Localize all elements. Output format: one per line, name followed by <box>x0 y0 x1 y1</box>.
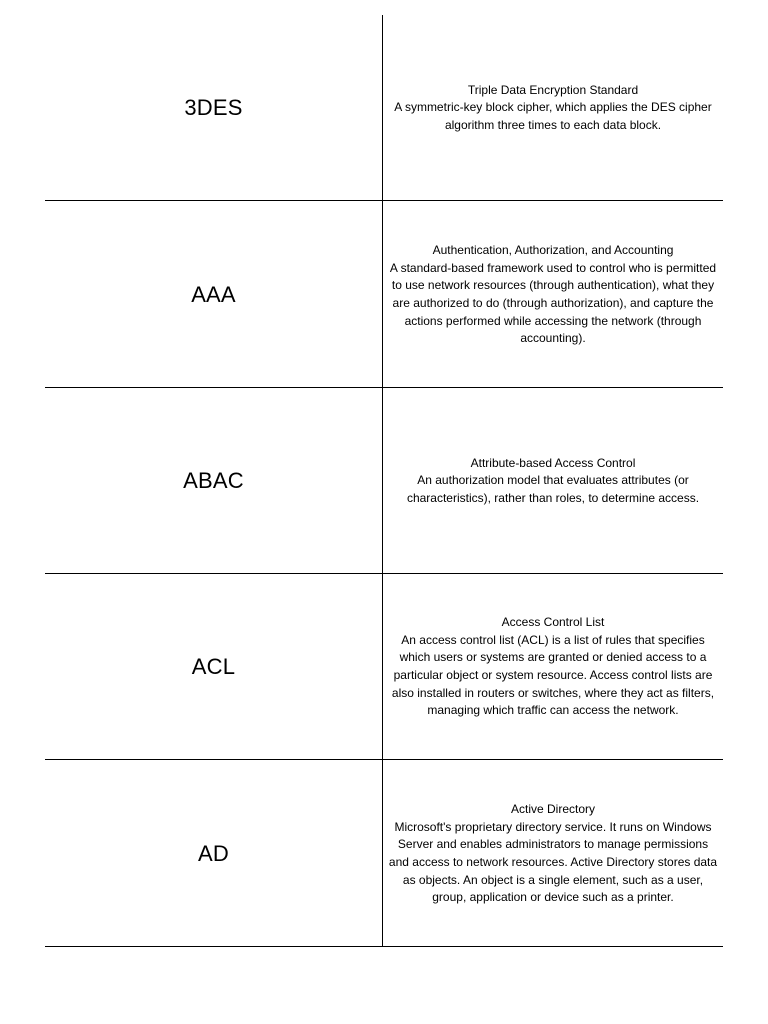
term-cell <box>45 761 382 947</box>
definition-text: Microsoft's proprietary directory service. It runs on Windows Server and enables administrators to manage permissions and access to network resources. Active Directory stores data as objects. An object is a single element, such as a user, group, application or device such as a printer. <box>388 819 718 905</box>
term-label: 3DES <box>184 95 243 120</box>
flashcard-row <box>45 761 723 947</box>
flashcard-row <box>45 15 723 201</box>
definition-title: Active Directory <box>510 802 596 817</box>
flashcard-row <box>45 388 723 574</box>
term-cell <box>45 15 382 201</box>
definition-text: A symmetric-key block cipher, which applies the DES cipher algorithm three times to each data block. <box>394 100 712 132</box>
definition-title: Attribute-based Access Control <box>470 455 636 470</box>
definition-cell <box>383 574 723 760</box>
definition-text: An access control list (ACL) is a list of rules that specifies which users or systems are granted or denied access to a particular object or system resource. Access control lists are also installed in routers or switches, where they act as filters, managing which traffic can access the network. <box>391 632 715 718</box>
definition-cell <box>383 15 723 201</box>
term-cell <box>45 388 382 574</box>
term-label: ABAC <box>183 468 244 493</box>
flashcard-row <box>45 202 723 388</box>
term-cell <box>45 574 382 760</box>
definition-text: An authorization model that evaluates attributes (or characteristics), rather than roles, to determine access. <box>406 473 700 505</box>
flashcard-row <box>45 574 723 760</box>
definition-cell <box>383 761 723 947</box>
flashcard-sheet <box>45 15 723 947</box>
definition-title: Triple Data Encryption Standard <box>467 82 639 97</box>
definition-cell <box>383 388 723 574</box>
term-label: AAA <box>191 282 236 307</box>
definition-text: A standard-based framework used to control who is permitted to use network resources (through authentication), what they are authorized to do (through authorization), and capture the actions performed while accessing the network (through accounting). <box>389 260 717 346</box>
term-label: AD <box>198 841 229 866</box>
definition-title: Access Control List <box>501 615 605 630</box>
term-label: ACL <box>191 654 236 679</box>
definition-cell <box>383 202 723 388</box>
definition-title: Authentication, Authorization, and Accounting <box>432 243 674 258</box>
column-divider <box>382 15 383 947</box>
term-cell <box>45 202 382 388</box>
